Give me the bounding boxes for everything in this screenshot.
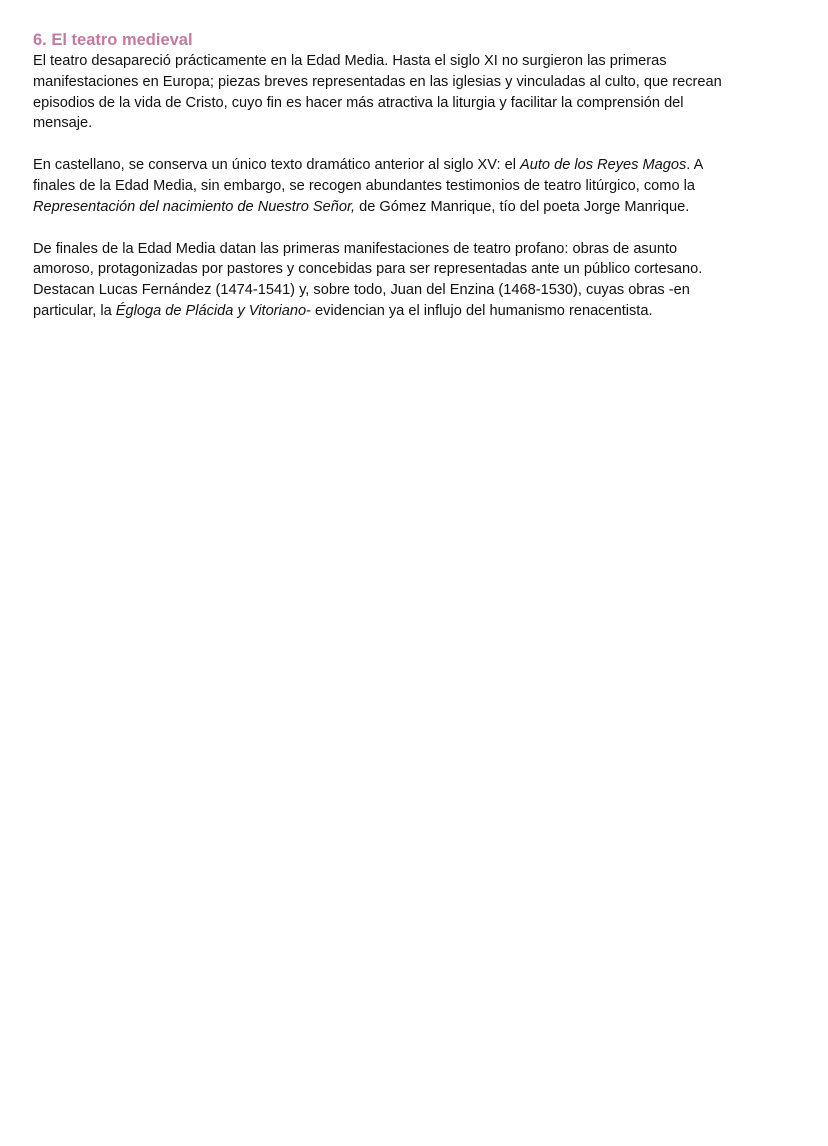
text-run: El teatro desapareció prácticamente en la Edad Media. Hasta el siglo XI no surgieron las primeras <box>33 53 667 69</box>
paragraph-castellano <box>33 155 793 217</box>
text-line <box>33 176 793 197</box>
text-line <box>33 197 793 218</box>
paragraph-teatro-profano <box>33 239 793 322</box>
text-line <box>33 93 793 114</box>
paragraph-spacer <box>33 134 793 155</box>
text-line <box>33 51 793 72</box>
text-run: . A <box>686 157 704 174</box>
text-run: amoroso, protagonizadas por pastores y concebidas para ser representadas ante un público cortesano. <box>33 261 703 278</box>
text-run: de Gómez Manrique, tío del poeta Jorge Manrique. <box>355 198 690 215</box>
paragraph-intro <box>33 51 793 134</box>
text-run: particular, la <box>33 302 116 319</box>
text-run: finales de la Edad Media, sin embargo, se recogen abundantes testimonios de teatro litúrgico, como la <box>33 177 695 194</box>
text-line <box>33 72 793 93</box>
text-line <box>33 301 793 322</box>
text-run: episodios de la vida de Cristo, cuyo fin es hacer más atractiva la liturgia y facilitar la comprensión del <box>33 94 684 111</box>
text-run: mensaje. <box>33 115 93 132</box>
text-run: Destacan Lucas Fernández (1474-1541) y, sobre todo, Juan del Enzina (1468-1530), cuyas obras -en <box>33 282 690 299</box>
work-title-egloga: Égloga de Plácida y Vitoriano <box>115 302 307 319</box>
text-line <box>33 155 793 176</box>
text-line <box>33 280 793 301</box>
text-run: - evidencian ya el influjo del humanismo renacentista. <box>306 302 653 319</box>
text-line <box>33 113 793 134</box>
paragraph-spacer <box>33 218 793 239</box>
document-page <box>33 30 793 322</box>
text-run: En castellano, se conserva un único texto dramático anterior al siglo XV: el <box>33 157 520 174</box>
section-title: 6. El teatro medieval <box>33 31 193 49</box>
text-line <box>33 259 793 280</box>
work-title-auto-reyes-magos: Auto de los Reyes Magos <box>520 157 687 174</box>
text-run: De finales de la Edad Media datan las primeras manifestaciones de teatro profano: obras de asunto <box>33 240 678 257</box>
text-line <box>33 239 793 260</box>
text-run: manifestaciones en Europa; piezas breves representadas en las iglesias y vinculadas al culto, que recrean <box>33 73 722 90</box>
work-title-representacion: Representación del nacimiento de Nuestro Señor, <box>33 198 356 215</box>
